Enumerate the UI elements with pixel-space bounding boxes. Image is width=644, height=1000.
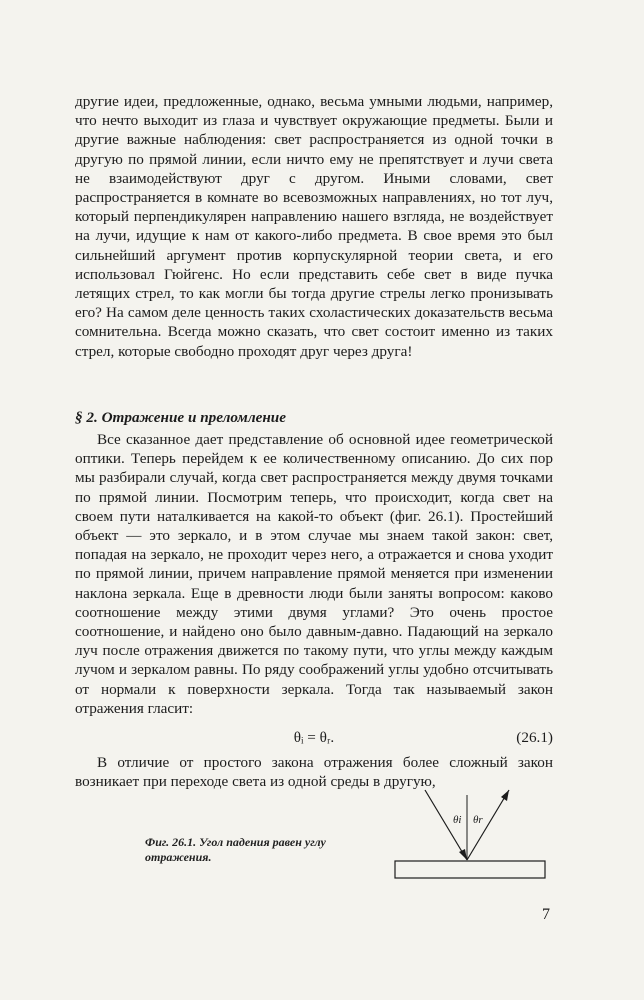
equation-number: (26.1) [516, 729, 553, 746]
equation-formula: θᵢ = θᵣ. [293, 729, 335, 746]
theta-incident-label: θi [453, 814, 462, 826]
incident-arrowhead [459, 849, 467, 860]
paragraph-continued [75, 92, 553, 361]
reflected-arrowhead [501, 790, 509, 801]
mirror [395, 861, 545, 878]
paragraph-text-3: В отличие от простого закона отражения более сложный закон возникает при переходе света из одной среды в другую, [75, 754, 553, 791]
section-heading: § 2. Отражение и преломление [75, 409, 286, 426]
figure-caption: Фиг. 26.1. Угол падения равен углу отражения. [145, 835, 326, 864]
paragraph-text-2: Все сказанное дает представление об основной идее геометрической оптики. Теперь перейдем к ее количественному описанию. До сих пор мы разбирали случай, когда свет распространяется между двумя точками по прямой линии. Посмотрим теперь, что происходит, когда свет на своем пути наталкивается на какой-то объект (фиг. 26.1). Простейший объект — это зеркало, и в этом случае мы знаем такой закон: свет, попадая на зеркало, не проходит через него, а отражается и снова уходит по прямой линии, причем направление прямой меняется при изменении наклона зеркала. Еще в древности люди были заняты вопросом: каково соотношение между этими двумя углами? Это очень простое соотношение, и найдено оно было давным-давно. Падающий на зеркало луч после отражения движется по такому пути, что углы между каждым лучом и зеркалом равны. По ряду соображений углы удобно отсчитывать от нормали к поверхности зеркала. Тогда так называемый закон отражения гласит: [75, 431, 553, 717]
paragraph-text-1: другие идеи, предложенные, однако, весьма умными людьми, например, что нечто выходит из глаза и чувствует окружающие предметы. Были и другие важные наблюдения: свет распространяется из одной точки в другую по прямой линии, если ничто ему не препятствует и лучи света не взаимодействуют друг с другом. Иными словами, свет распространяется в комнате во всевозможных направлениях, но тот луч, который перпендикулярен направлению нашего взгляда, не воздействует на лучи, идущие к нам от какого-либо предмета. В свое время это был сильнейший аргумент против корпускулярной теории света, и его использовал Гюйгенс. Но если представить себе свет в виде пучка летящих стрел, то как могли бы тогда другие стрелы легко пронизывать его? На самом деле ценность таких схоластических доказательств весьма сомнительна. Всегда можно сказать, что свет состоит именно из таких стрел, которые свободно проходят друг через друга! [75, 93, 553, 360]
page-number: 7 [542, 906, 550, 923]
reflection-figure [385, 785, 555, 895]
theta-reflected-label: θr [473, 814, 483, 826]
equation-26-1 [75, 727, 553, 749]
paragraph-reflection [75, 430, 553, 718]
